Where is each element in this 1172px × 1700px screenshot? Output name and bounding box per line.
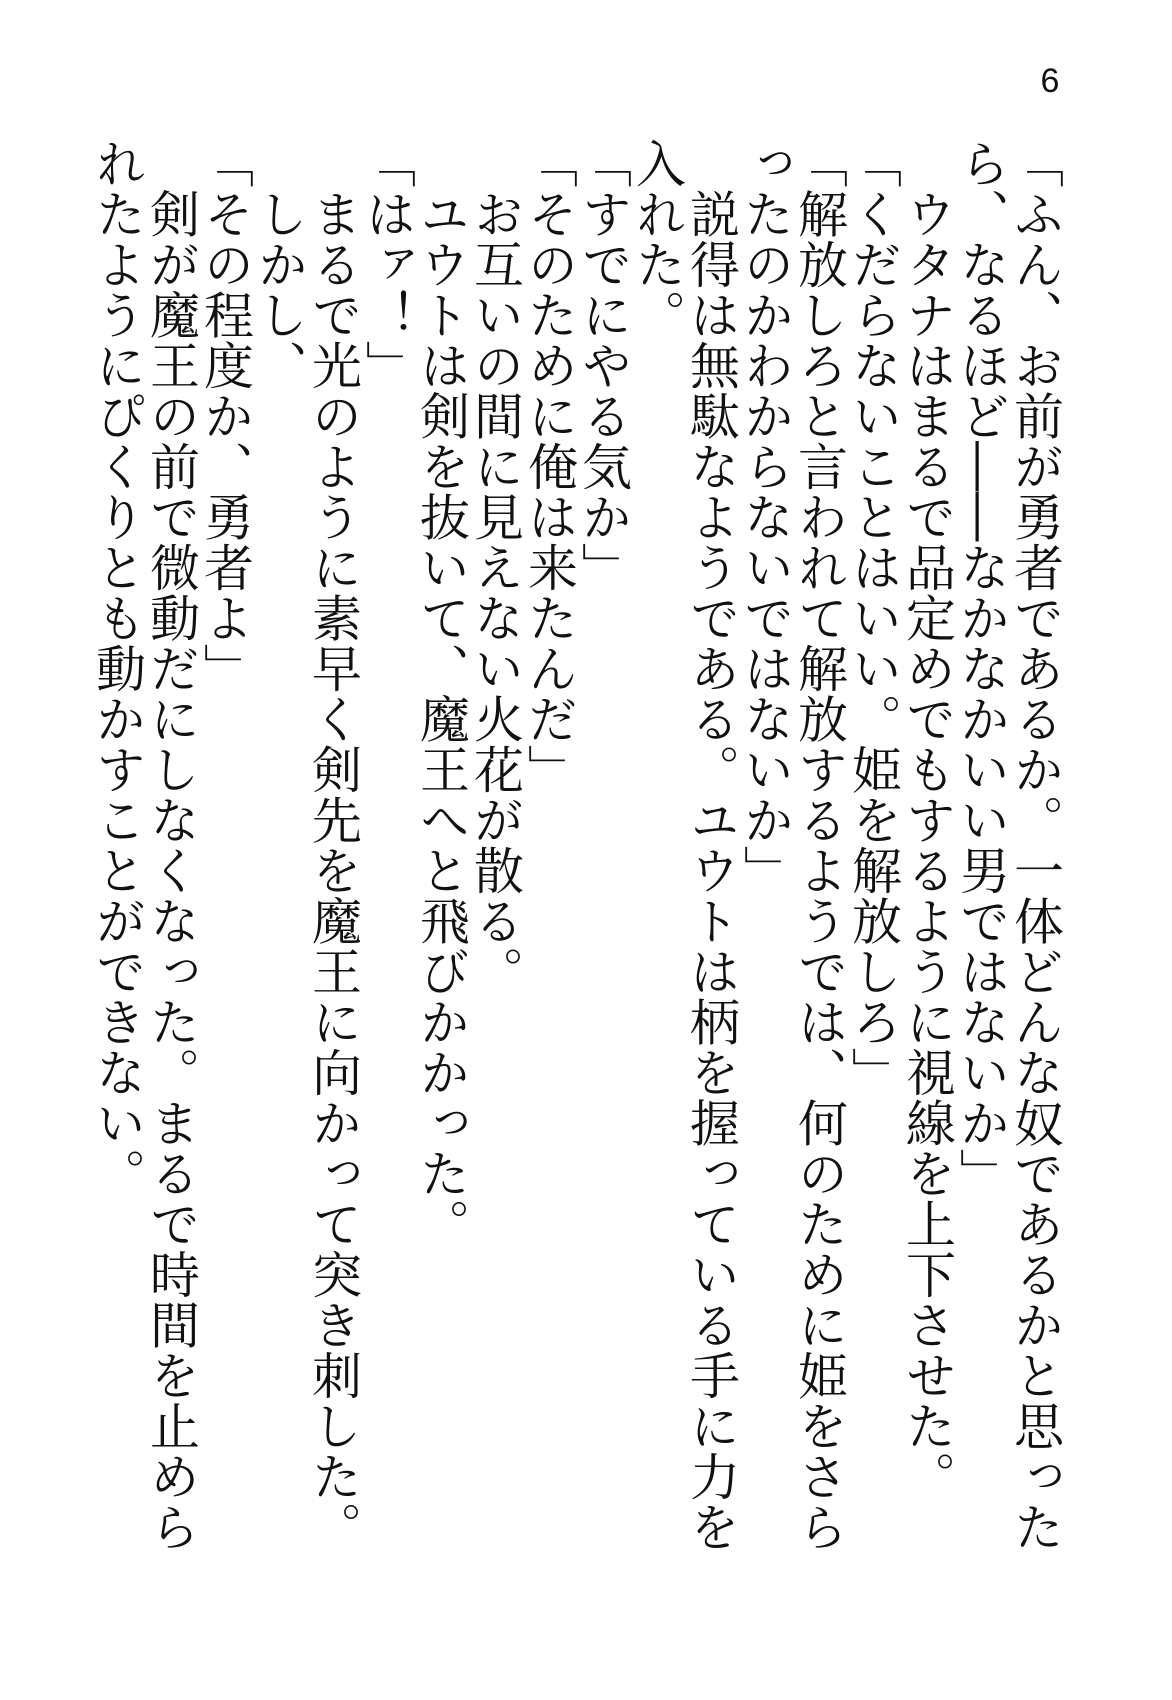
paragraph: 剣が魔王の前で微動だにしなくなった。まるで時間を止められたようにぴくりとも動かすことができない。 xyxy=(88,138,200,1552)
paragraph: ユウトは剣を抜いて、魔王へと飛びかかった。 xyxy=(412,138,470,1249)
paragraph: 「その程度か、勇者よ」 xyxy=(196,138,254,694)
paragraph: 「すでにやる気か」 xyxy=(574,138,632,593)
paragraph: しかし、 xyxy=(250,138,308,391)
paragraph: まるで光のように素早く剣先を魔王に向かって突き刺した。 xyxy=(304,138,362,1552)
paragraph: 説得は無駄なようである。ユウトは柄を握っている手に力を入れた。 xyxy=(628,138,740,1552)
paragraph: 「くだらないことはいい。姫を解放しろ」 xyxy=(844,138,902,1098)
paragraph: ウタナはまるで品定めでもするように視線を上下させた。 xyxy=(898,138,956,1502)
paragraph: 「解放しろと言われて解放するようでは、何のために姫をさらったのかわからないではないか」 xyxy=(736,138,848,1552)
page-number: 6 xyxy=(1040,62,1060,100)
paragraph: 「ふん、お前が勇者であるか。一体どんな奴であるかと思ったら、なるほど――なかなかいい男ではないか」 xyxy=(952,138,1064,1552)
paragraph: お互いの間に見えない火花が散る。 xyxy=(466,138,524,997)
vertical-text-body xyxy=(90,138,1062,1578)
paragraph: 「はァ！」 xyxy=(358,138,416,391)
paragraph: 「そのために俺は来たんだ」 xyxy=(520,138,578,795)
